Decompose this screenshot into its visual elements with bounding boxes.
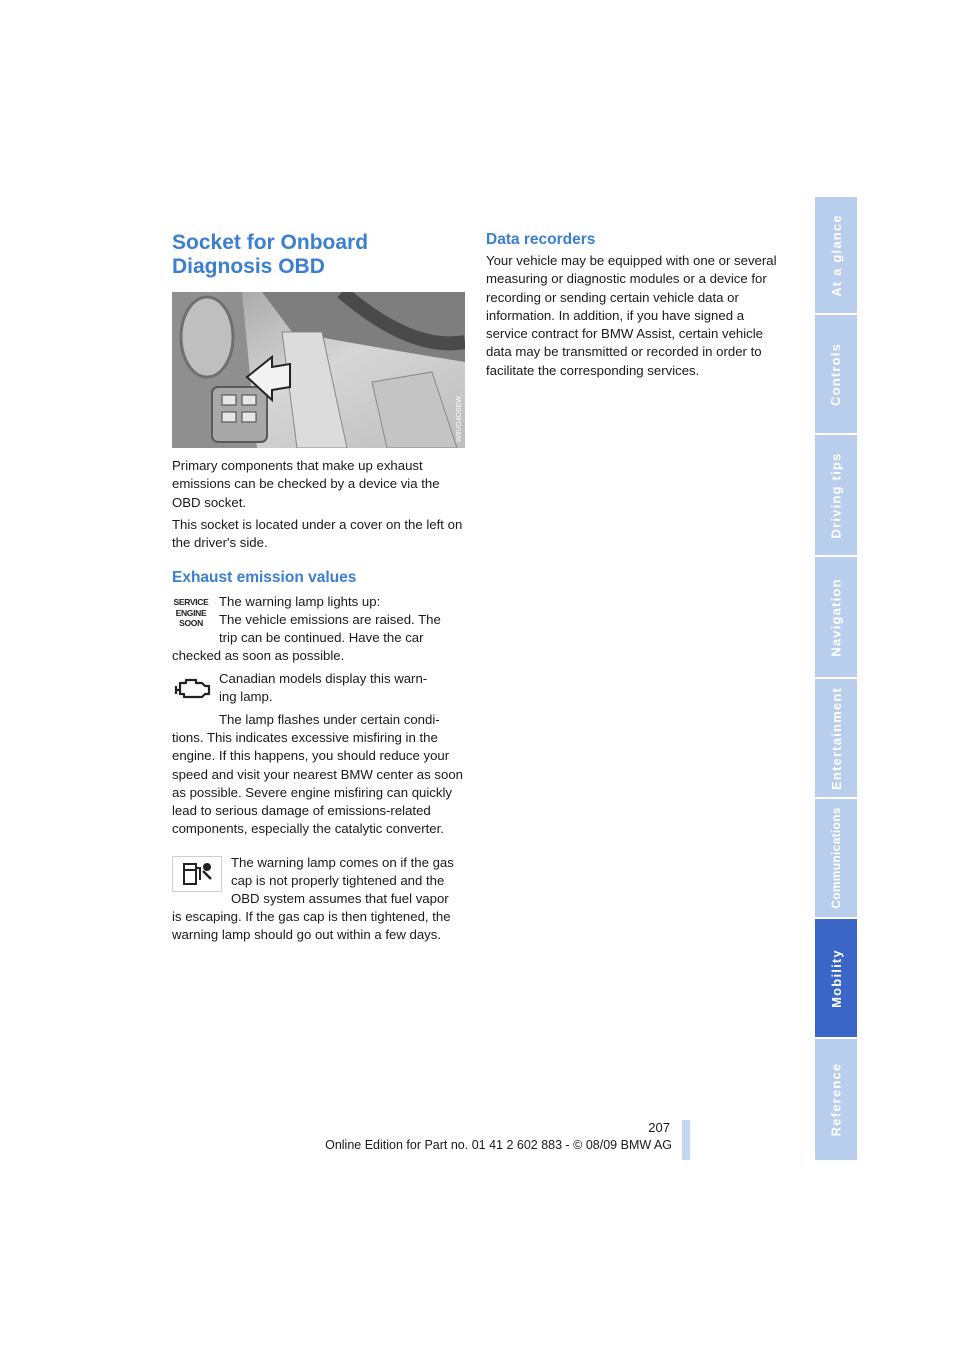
exhaust-p4-line2: cap is not properly tightened and the — [231, 873, 445, 888]
exhaust-heading: Exhaust emission values — [172, 569, 357, 586]
service-engine-soon-icon — [170, 597, 212, 635]
page-title — [172, 231, 462, 279]
rail-tab-label: Entertainment — [828, 686, 844, 790]
rail-tab-reference[interactable] — [815, 1039, 857, 1160]
exhaust-p1-line3: trip can be continued. Have the car — [219, 630, 424, 645]
engine-check-icon — [174, 675, 214, 701]
exhaust-p2-line2: ing lamp. — [219, 689, 273, 704]
exhaust-p4-line1: The warning lamp comes on if the gas — [231, 855, 454, 870]
exhaust-p2-line1: Canadian models display this warn- — [219, 671, 428, 686]
footer-note: Online Edition for Part no. 01 41 2 602 883 - © 08/09 BMW AG — [325, 1138, 672, 1152]
photo-code: W9VO4OSEW — [456, 396, 463, 442]
rail-tab-entertainment[interactable] — [815, 679, 857, 799]
rail-tab-label: Reference — [828, 1062, 844, 1137]
rail-tab-label: Controls — [828, 342, 844, 406]
rail-tab-label: Navigation — [828, 577, 844, 657]
intro-paragraph-2: This socket is located under a cover on the left on the driver's side. — [172, 517, 463, 551]
footer-band — [682, 1120, 690, 1160]
rail-tab-label: Mobility — [828, 948, 844, 1008]
exhaust-p1-line4: checked as soon as possible. — [172, 648, 345, 663]
exhaust-p4-line3: OBD system assumes that fuel vapor — [231, 891, 449, 906]
rail-tab-controls[interactable] — [815, 315, 857, 435]
engine-line: ENGINE — [175, 607, 207, 618]
soon-line: SOON — [179, 618, 203, 628]
rail-tab-driving-tips[interactable] — [815, 435, 857, 557]
data-recorders-heading: Data recorders — [486, 231, 596, 248]
title-line-2: Diagnosis OBD — [172, 255, 325, 278]
title-line-1: Socket for Onboard — [172, 231, 369, 254]
rail-tab-label: Driving tips — [828, 452, 844, 538]
rail-tab-label: Communications — [829, 807, 844, 909]
fuel-cap-icon — [172, 856, 222, 892]
page-number: 207 — [648, 1120, 670, 1135]
chapter-rail — [815, 197, 857, 1160]
rail-tab-at-a-glance[interactable] — [815, 197, 857, 315]
service-line: SERVICE — [173, 597, 209, 607]
rail-tab-navigation[interactable] — [815, 557, 857, 679]
exhaust-p4-rest: is escaping. If the gas cap is then tightened, the warning lamp should go out within a few days. — [172, 909, 451, 943]
exhaust-p1-lead: The warning lamp lights up: — [219, 594, 381, 609]
rail-tab-mobility[interactable] — [815, 919, 857, 1039]
rail-tab-communications[interactable] — [815, 799, 857, 919]
exhaust-p1-line2: The vehicle emissions are raised. The — [219, 612, 441, 627]
data-recorders-text: Your vehicle may be equipped with one or several measuring or diagnostic modules or a device for recording or sending certain vehicle data or information. In addition, if you have signed a service contract for BMW Assist, certain vehicle data may be transmitted or recorded in order to facilitate the corresponding services. — [486, 253, 777, 378]
dashboard-illustration — [172, 292, 465, 448]
intro-paragraph-1: Primary components that make up exhaust emissions can be checked by a device via the OBD socket. — [172, 458, 440, 510]
rail-tab-label: At a glance — [828, 213, 844, 297]
exhaust-p3-line1: The lamp flashes under certain condi- — [219, 712, 440, 727]
exhaust-p3-rest: tions. This indicates excessive misfiring in the engine. If this happens, you should reduce your speed and visit your nearest BMW center as soon as possible. Severe engine misfiring can quickly lead to serious damage of emissions-related components, especially the catalytic converter. — [172, 730, 464, 837]
obd-socket-photo — [172, 292, 465, 448]
